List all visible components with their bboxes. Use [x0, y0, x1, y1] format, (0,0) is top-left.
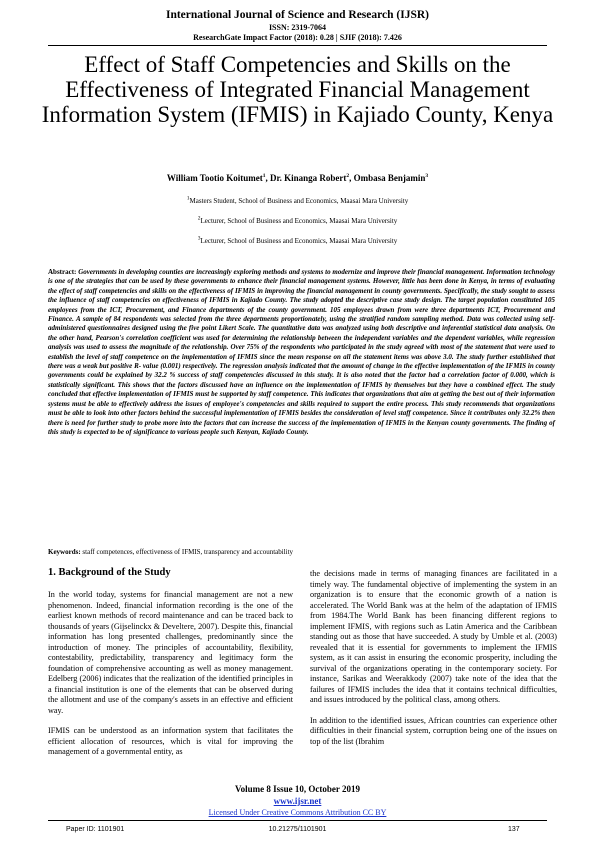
abstract	[48, 268, 555, 437]
right-column	[310, 569, 557, 757]
author-separator: ,	[265, 173, 270, 183]
author-list	[0, 172, 595, 184]
page-number: 137	[508, 826, 520, 833]
header-divider	[48, 45, 547, 46]
author-separator: ,	[349, 173, 354, 183]
body-paragraph: the decisions made in terms of managing finances are facilitated in a timely way. The fundamental objective of implementing the system in an organization is to ensure that the economic growth of a nation is accelerated. The World Bank was at the helm of the adaptation of IFMIS from 1984.The World Bank has been financing different regions to implement IFMIS, with regions such as Latin America and the Caribbean standing out as those that have succeeded. A study by Umble et al. (2003) revealed that it is essential for governments to implement the IFMIS system, as it can assist in ensuring the economic prosperity, including the survival of the organizations operating in the contemporary society. For instance, Sarikas and Weerakkody (2007) take note of the idea that the failures of IFMIS includes the idea that it contains technical difficulties, and issues introduced by the political class, among others.	[310, 569, 557, 704]
paper-title: Effect of Staff Competencies and Skills on the Effectiveness of Integrated Financial Management Information System (IFMIS) in Kajiado County, Kenya	[41, 52, 554, 127]
keywords	[48, 548, 555, 557]
keywords-label: Keywords:	[48, 548, 83, 556]
impact-factor: ResearchGate Impact Factor (2018): 0.28 | SJIF (2018): 7.426	[193, 33, 402, 42]
affiliation	[0, 217, 595, 226]
section-heading: 1. Background of the Study	[48, 567, 171, 578]
affiliation-mark: 1	[186, 195, 190, 202]
affiliation-text: Lecturer, School of Business and Economics, Maasai Mara University	[200, 217, 398, 225]
author-affiliation-mark: 2	[346, 173, 350, 179]
license-link[interactable]: Licensed Under Creative Commons Attribution CC BY	[208, 808, 387, 817]
affiliation	[0, 197, 595, 206]
affiliation	[0, 237, 595, 246]
body-paragraph: IFMIS can be understood as an information system that facilitates the efficient allocation of resources, which is vital for improving the management of a governmental entity, as	[48, 726, 293, 756]
abstract-text: Governments in developing counties are increasingly exploring methods and systems to modernize and improve their financial management. Information technology is one of the strategies that can be used by these governments to enhance their financial management systems. However, little has been done in Kenya, in terms of evaluating the effect of staff competencies and skills on the effectiveness of IFMIS in improving the financial management in county governments. Specifically, the study sought to assess the influence of staff competencies on effectiveness of IFMIS in Kajiado County. The study adopted the descriptive case study design. The target population constituted 105 employees from the ICT, Procurement, and Finance departments of the county government. 105 employees drawn from were three departments ICT, Procurement and Finance. A sample of 84 respondents was selected from the three departments proportionately, using the stratified random sampling method. Data was collected using self-administered questionnaires designed using the five point Likert Scale. The quantitative data was analyzed using both descriptive and inferential statistical data analysis. On the other hand, Pearson's correlation coefficient was used for determining the relationship between the independent variables and the dependent variables, while regression analysis was used to assess the magnitude of the relationship. Over 75% of the respondents who participated in the study agreed with most of the statement that were used to establish the level of staff competence on the implementation of IFMIS since the mean response on all the statement items was above 3.0. The study further established that there was a weak but positive R- value (0.001) respectively. The regression analysis indicated that the amount of change in the effective implementation of the IFMIS in county governments could be explained by 32.2 % success of staff competencies discussed in this study. It is also noted that the factor had a correlation factor of 0.000, which is statistically significant. This shows that the factors discussed have an influence on the implementation of IFMIS by themselves but they have a combined effect. The study concluded that effective implementation of IFMIS must be supported by staff competence. This indicates that organizations that aim at getting the best out of their information systems must be able to effectively address the issues of employee's competencies and skills required to support the entire process. This study recommends that organizations must be able to look into other factors behind the successful implementation of IFMIS besides the consideration of level staff competence. Since it contributes only 32.2% then there is need for further study to probe more into the factors that can increase the success of the implementation of IFMIS in the Kenyan county governments. The finding of this study is expected to be of significance to various people such Kenyan, Kajiado County.	[48, 268, 556, 436]
author-affiliation-mark: 1	[262, 173, 266, 179]
author-affiliation-mark: 3	[425, 173, 429, 179]
issn: ISSN: 2319-7064	[268, 23, 327, 32]
journal-name: International Journal of Science and Research (IJSR)	[165, 9, 429, 21]
footer-divider	[48, 820, 547, 821]
author-name: Dr. Kinanga Robert	[269, 173, 347, 183]
affiliation-mark: 2	[197, 215, 201, 222]
body-paragraph: In addition to the identified issues, African countries can experience other difficulties in their financial system, corruption being one of the issues on top of the list (Ibrahim	[310, 715, 557, 746]
author-name: William Tootio Koitumet	[166, 173, 263, 183]
keywords-text: staff competences, effectiveness of IFMIS, transparency and accountability	[82, 548, 294, 556]
doi: 10.21275/1101901	[268, 826, 327, 833]
body-paragraph: In the world today, systems for financial management are not a new phenomenon. Indeed, financial information recording is the one of the earliest known methods of record maintenance and can be traced back to thousands of years (Gijselinckx & Develtere, 2007). Despite this, financial information has long presented challenges, predominantly since the introduction of money. The principles of accountability, flexibility, contestability, predictability, transparency and legitimacy form the foundation of comprehensive accounting as well as money management. Edelberg (2006) indicates that the realization of the identified principles in a financial institution is one of the elements that can be observed during the allotment and use of the company's assets in an effective and efficient way.	[48, 590, 293, 715]
author-name: Ombasa Benjamin	[353, 173, 426, 183]
left-column	[48, 566, 293, 768]
affiliation-text: Masters Student, School of Business and Economics, Maasai Mara University	[189, 197, 409, 205]
affiliation-text: Lecturer, School of Business and Economics, Maasai Mara University	[200, 237, 398, 245]
affiliation-mark: 3	[197, 235, 201, 242]
abstract-label: Abstract:	[48, 268, 79, 276]
volume-info: Volume 8 Issue 10, October 2019	[234, 784, 360, 794]
paper-id: Paper ID: 1101901	[66, 826, 125, 833]
journal-website-link[interactable]: www.ijsr.net	[273, 796, 322, 806]
